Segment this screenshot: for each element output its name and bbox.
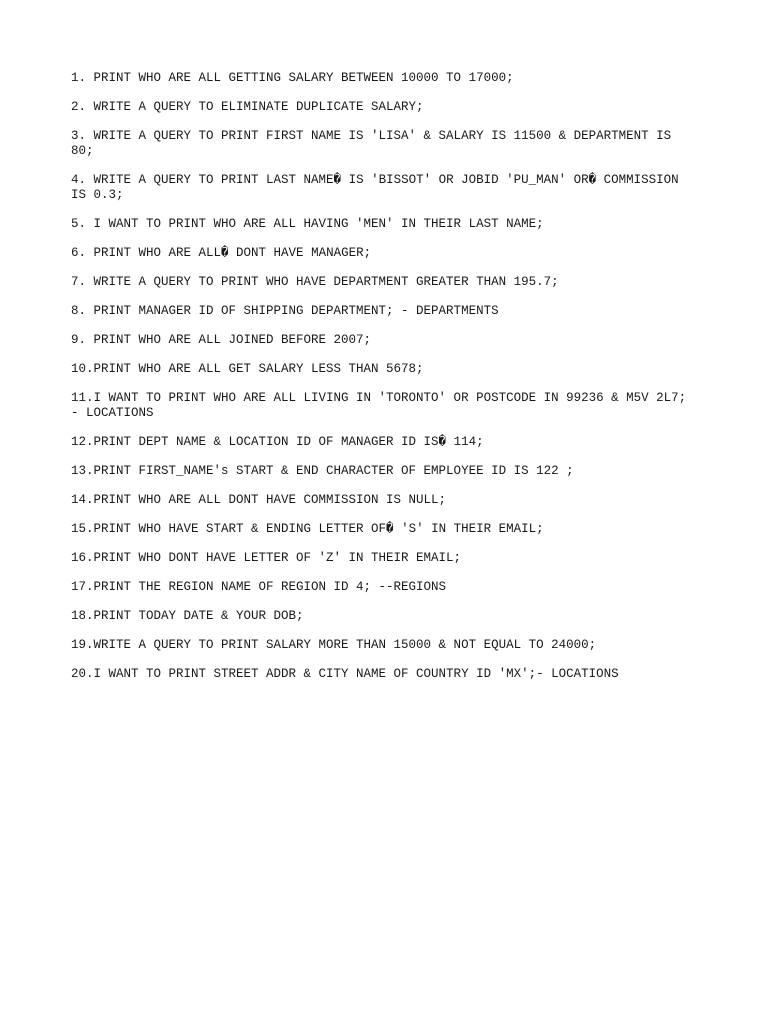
question-item: 12.PRINT DEPT NAME & LOCATION ID OF MANAGER ID IS� 114; [71,435,484,449]
question-item: 14.PRINT WHO ARE ALL DONT HAVE COMMISSION IS NULL; [71,493,447,507]
question-item: 9. PRINT WHO ARE ALL JOINED BEFORE 2007; [71,333,372,347]
question-item: 19.WRITE A QUERY TO PRINT SALARY MORE THAN 15000 & NOT EQUAL TO 24000; [71,638,597,652]
question-list [71,71,701,696]
question-item: 20.I WANT TO PRINT STREET ADDR & CITY NAME OF COUNTRY ID 'MX';- LOCATIONS [71,667,619,681]
question-item: 3. WRITE A QUERY TO PRINT FIRST NAME IS 'LISA' & SALARY IS 11500 & DEPARTMENT IS 80; [71,129,679,158]
question-item: 17.PRINT THE REGION NAME OF REGION ID 4; --REGIONS [71,580,447,594]
question-item: 6. PRINT WHO ARE ALL� DONT HAVE MANAGER; [71,246,372,260]
question-item: 7. WRITE A QUERY TO PRINT WHO HAVE DEPARTMENT GREATER THAN 195.7; [71,275,559,289]
question-item: 2. WRITE A QUERY TO ELIMINATE DUPLICATE SALARY; [71,100,424,114]
question-item: 16.PRINT WHO DONT HAVE LETTER OF 'Z' IN THEIR EMAIL; [71,551,462,565]
question-item: 18.PRINT TODAY DATE & YOUR DOB; [71,609,304,623]
question-item: 15.PRINT WHO HAVE START & ENDING LETTER OF� 'S' IN THEIR EMAIL; [71,522,544,536]
question-item: 10.PRINT WHO ARE ALL GET SALARY LESS THAN 5678; [71,362,424,376]
question-item: 13.PRINT FIRST_NAME's START & END CHARACTER OF EMPLOYEE ID IS 122 ; [71,464,574,478]
question-item: 4. WRITE A QUERY TO PRINT LAST NAME� IS 'BISSOT' OR JOBID 'PU_MAN' OR� COMMISSION IS 0.3; [71,173,687,202]
question-item: 5. I WANT TO PRINT WHO ARE ALL HAVING 'MEN' IN THEIR LAST NAME; [71,217,544,231]
question-item: 1. PRINT WHO ARE ALL GETTING SALARY BETWEEN 10000 TO 17000; [71,71,514,85]
question-item: 8. PRINT MANAGER ID OF SHIPPING DEPARTMENT; - DEPARTMENTS [71,304,499,318]
question-item: 11.I WANT TO PRINT WHO ARE ALL LIVING IN 'TORONTO' OR POSTCODE IN 99236 & M5V 2L7; - LOCATIONS [71,391,694,420]
